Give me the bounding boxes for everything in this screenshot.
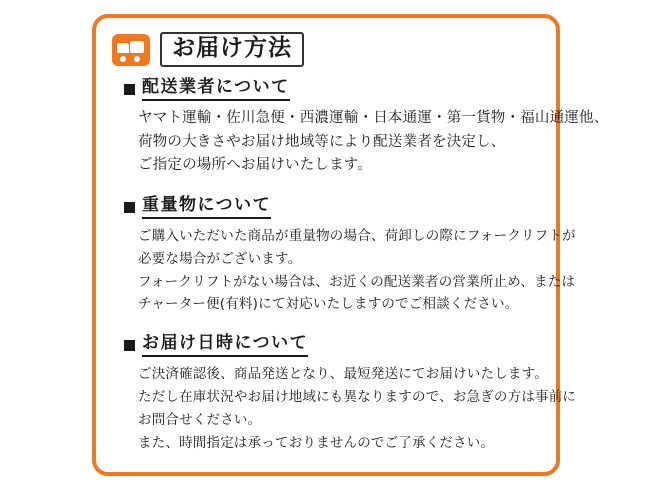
section-carrier-title: 配送業者について (142, 76, 290, 101)
square-bullet-icon (124, 202, 135, 213)
text-line: 必要な場合がございます。 (138, 250, 302, 267)
section-carrier-header (124, 76, 542, 101)
text-line: ご決済確認後、商品発送となり、最短発送にてお届けいたします。 (138, 366, 548, 383)
section-carrier-body (138, 107, 609, 177)
text-line: ご指定の場所へお届けいたします。 (138, 157, 373, 174)
section-delivery-date (124, 332, 577, 455)
section-heavy-items-body (138, 225, 576, 317)
panel-content (124, 76, 609, 465)
page-title: お届け方法 (172, 35, 292, 61)
section-delivery-date-header (124, 332, 542, 357)
text-line: フォークリフトがない場合は、お近くの配送業者の営業所止め、または (138, 273, 576, 290)
info-panel (92, 14, 609, 476)
delivery-truck-icon (112, 34, 150, 66)
text-line: ヤマト運輸・佐川急便・西濃運輸・日本通運・第一貨物・福山通運他、 (138, 110, 609, 127)
section-heavy-items-title: 重量物について (142, 194, 271, 219)
section-heavy-items-header (124, 194, 542, 219)
section-carrier (124, 76, 609, 178)
text-line: また、時間指定は承っておりませんのでご了承ください。 (138, 435, 495, 452)
text-line: 荷物の大きさやお届け地域等により配送業者を決定し、 (138, 133, 506, 150)
text-line: チャーター便(有料)にて対応いたしますのでご相談ください。 (138, 296, 519, 313)
section-delivery-date-body (138, 363, 577, 455)
section-heavy-items (124, 194, 576, 317)
page-title-box (160, 32, 304, 67)
square-bullet-icon (124, 84, 135, 95)
square-bullet-icon (124, 340, 135, 351)
text-line: ただし在庫状況やお届け地域にも異なりますので、お急ぎの方は事前に (138, 389, 577, 406)
section-delivery-date-title: お届け日時について (142, 332, 308, 357)
text-line: ご購入いただいた商品が重量物の場合、荷卸しの際にフォークリフトが (138, 227, 576, 244)
panel-header (112, 32, 304, 67)
text-line: お問合せください。 (138, 412, 262, 429)
truck-cargo-shape (130, 41, 144, 53)
truck-wheel-rear-shape (134, 56, 140, 62)
truck-cab-shape (117, 43, 129, 53)
truck-wheel-front-shape (120, 56, 126, 62)
